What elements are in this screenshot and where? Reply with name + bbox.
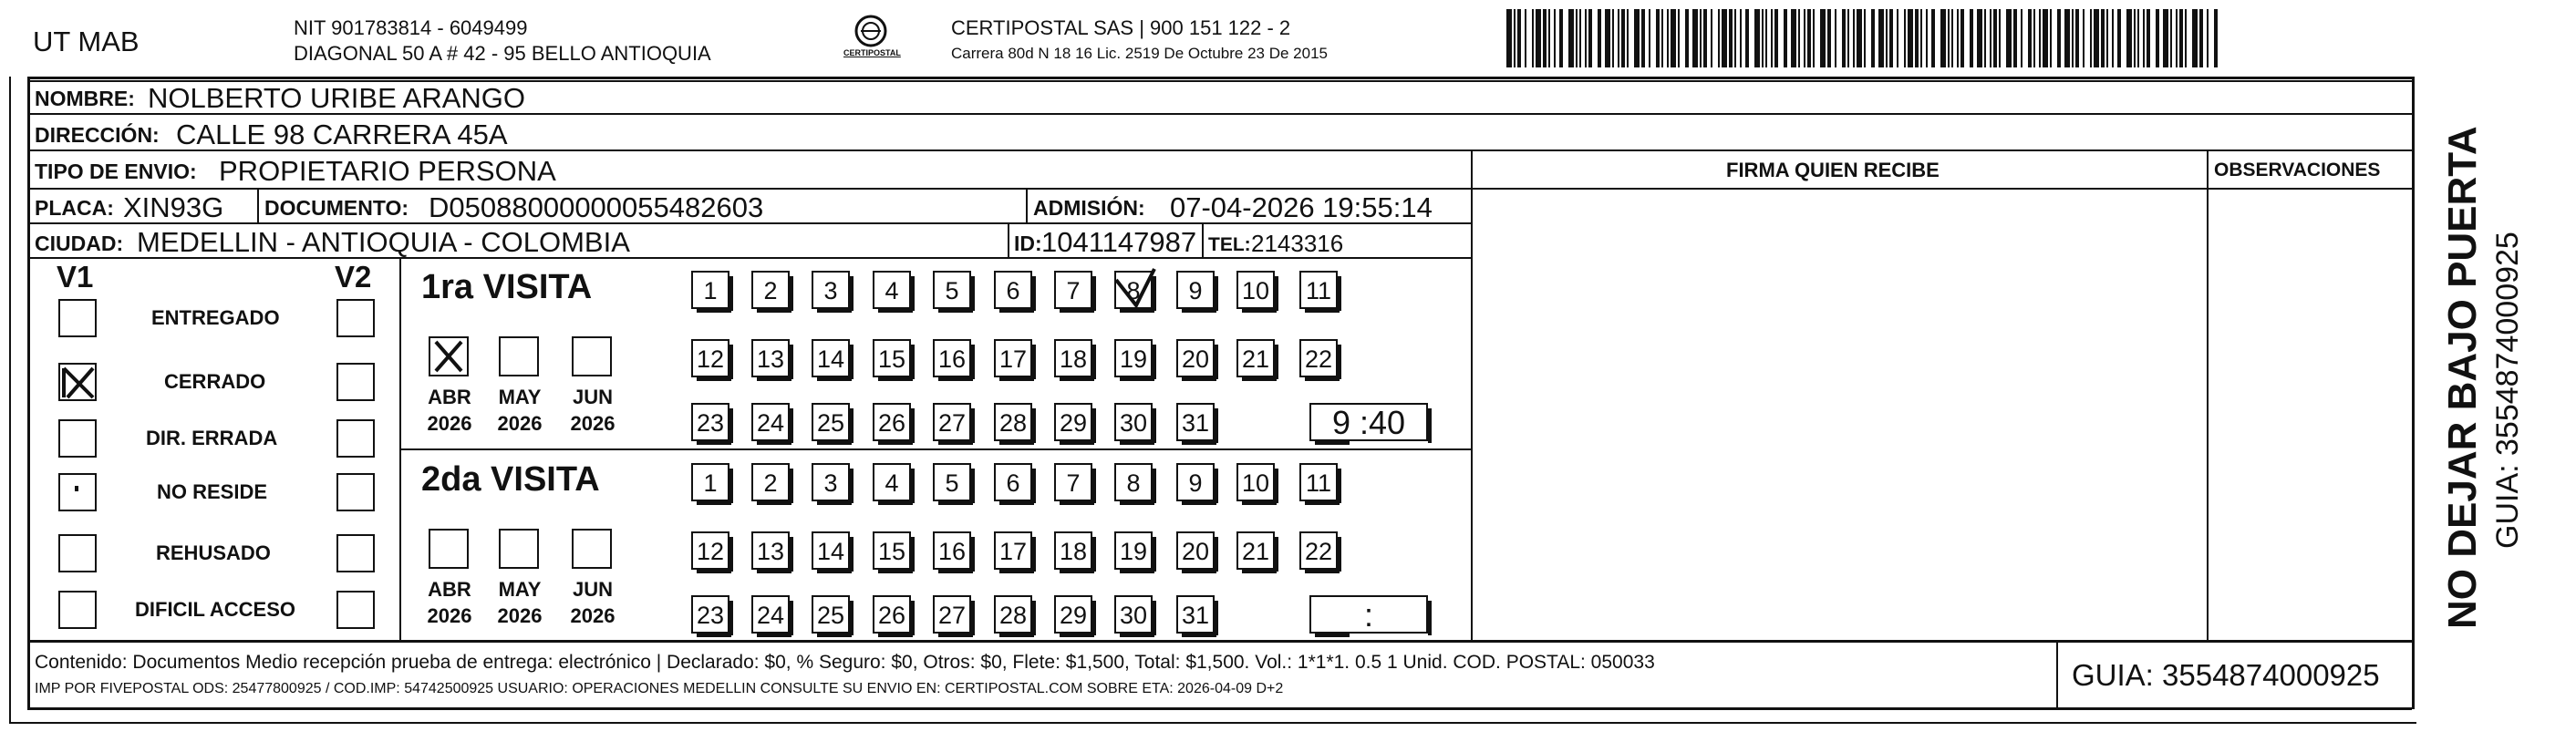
day-box[interactable]: 9 bbox=[1176, 463, 1215, 501]
barcode-bar bbox=[2050, 9, 2052, 67]
admision-label: ADMISIÓN: bbox=[1033, 196, 1145, 220]
placa-label: PLACA: bbox=[35, 196, 114, 220]
direccion-value: CALLE 98 CARRERA 45A bbox=[176, 119, 508, 150]
day-box[interactable]: 24 bbox=[751, 403, 790, 441]
barcode-bar bbox=[1568, 9, 1574, 67]
id-label: ID: bbox=[1014, 232, 1042, 255]
day-box[interactable]: 22 bbox=[1299, 531, 1338, 570]
barcode-bar bbox=[2013, 9, 2017, 67]
barcode-bar bbox=[1813, 9, 1815, 67]
time-box[interactable]: 9 :40 bbox=[1309, 403, 1428, 441]
barcode-bar bbox=[2137, 9, 2139, 67]
visit-title: 2da VISITA bbox=[421, 460, 600, 499]
barcode-bar bbox=[2006, 9, 2012, 67]
day-box[interactable]: 20 bbox=[1176, 339, 1215, 377]
day-box[interactable]: 2 bbox=[751, 463, 790, 501]
day-box[interactable]: 18 bbox=[1054, 531, 1092, 570]
barcode-bar bbox=[2083, 9, 2085, 67]
v1-checkbox[interactable] bbox=[58, 534, 97, 572]
v2-label: V2 bbox=[335, 260, 372, 294]
day-mark bbox=[1112, 265, 1158, 314]
barcode-bar bbox=[1729, 9, 1733, 67]
barcode-bar bbox=[1835, 9, 1836, 67]
month-year: 2026 bbox=[497, 604, 543, 627]
barcode-bar bbox=[1784, 9, 1787, 67]
row-line-3 bbox=[27, 188, 2412, 190]
day-box[interactable]: 29 bbox=[1054, 403, 1092, 441]
company-address: DIAGONAL 50 A # 42 - 95 BELLO ANTIOQUIA bbox=[294, 42, 711, 65]
month-year: 2026 bbox=[570, 604, 616, 627]
month-label: MAY bbox=[498, 386, 542, 408]
barcode-bar bbox=[1588, 9, 1592, 67]
barcode-bar bbox=[2143, 9, 2145, 67]
barcode-bar bbox=[1820, 9, 1826, 67]
barcode-bar bbox=[2094, 9, 2099, 67]
barcode-bar bbox=[2134, 9, 2136, 67]
barcode-bar bbox=[1605, 9, 1610, 67]
barcode-bar bbox=[1734, 9, 1736, 67]
observaciones-label: OBSERVACIONES bbox=[2214, 160, 2381, 180]
day-box[interactable]: 4 bbox=[873, 463, 911, 501]
day-box[interactable]: 18 bbox=[1054, 339, 1092, 377]
barcode-bar bbox=[1740, 9, 1742, 67]
v1-checkbox[interactable] bbox=[58, 473, 97, 511]
barcode-bar bbox=[2147, 9, 2150, 67]
barcode-bar bbox=[2043, 9, 2048, 67]
day-box[interactable]: 28 bbox=[994, 595, 1032, 634]
table-right bbox=[2412, 77, 2415, 709]
firma-label: FIRMA QUIEN RECIBE bbox=[1726, 159, 1940, 181]
barcode-bar bbox=[1576, 9, 1578, 67]
month-year: 2026 bbox=[427, 412, 472, 435]
barcode-bar bbox=[1948, 9, 1950, 67]
barcode-bar bbox=[1847, 9, 1849, 67]
day-box[interactable]: 31 bbox=[1176, 595, 1215, 634]
barcode-bar bbox=[1960, 9, 1964, 67]
month-year: 2026 bbox=[427, 604, 472, 627]
barcode-bar bbox=[1667, 9, 1669, 67]
barcode-bar bbox=[2192, 9, 2198, 67]
v2-checkbox[interactable] bbox=[336, 363, 375, 401]
barcode-bar bbox=[1559, 9, 1563, 67]
obs-left bbox=[2207, 149, 2209, 640]
month-checkbox[interactable] bbox=[429, 336, 469, 376]
barcode-bar bbox=[2199, 9, 2203, 67]
day-box[interactable]: 6 bbox=[994, 463, 1032, 501]
visit-row-sep bbox=[399, 448, 1471, 450]
footer-guia: GUIA: 3554874000925 bbox=[2072, 658, 2380, 692]
barcode-bar bbox=[1579, 9, 1581, 67]
barcode-bar bbox=[1762, 9, 1764, 67]
v1-checkbox[interactable] bbox=[58, 591, 97, 629]
barcode-bar bbox=[1871, 9, 1875, 67]
barcode-bar bbox=[1711, 9, 1712, 67]
barcode-bar bbox=[1842, 9, 1846, 67]
day-box[interactable]: 19 bbox=[1114, 339, 1153, 377]
month-checkbox[interactable] bbox=[572, 336, 612, 376]
day-box[interactable]: 21 bbox=[1236, 339, 1275, 377]
barcode-bar bbox=[2214, 9, 2218, 67]
day-box[interactable]: 2 bbox=[751, 271, 790, 309]
nombre-value: NOLBERTO URIBE ARANGO bbox=[148, 82, 526, 114]
company-name: UT MAB bbox=[33, 26, 140, 57]
documento-label: DOCUMENTO: bbox=[264, 196, 409, 220]
barcode-bar bbox=[2075, 9, 2079, 67]
day-box[interactable]: 29 bbox=[1054, 595, 1092, 634]
day-box[interactable]: 7 bbox=[1054, 463, 1092, 501]
barcode-bar bbox=[1678, 9, 1680, 67]
barcode-bar bbox=[1700, 9, 1702, 67]
barcode-bar bbox=[2033, 9, 2035, 67]
day-box[interactable]: 15 bbox=[873, 339, 911, 377]
barcode-bar bbox=[1618, 9, 1619, 67]
bottom-outer bbox=[9, 722, 2416, 724]
barcode-bar bbox=[2207, 9, 2209, 67]
barcode-bar bbox=[2090, 9, 2092, 67]
barcode-bar bbox=[1765, 9, 1767, 67]
barcode-bar bbox=[1634, 9, 1640, 67]
barcode-bar bbox=[2112, 9, 2114, 67]
barcode-bar bbox=[1649, 9, 1650, 67]
month-year: 2026 bbox=[570, 412, 616, 435]
day-box[interactable]: 9 bbox=[1176, 271, 1215, 309]
barcode-bar bbox=[1692, 9, 1698, 67]
documento-value: D05088000000055482603 bbox=[429, 191, 764, 223]
v2-checkbox[interactable] bbox=[336, 534, 375, 572]
month-label: JUN bbox=[572, 386, 613, 408]
barcode-bar bbox=[2064, 9, 2070, 67]
admision-sep bbox=[1026, 188, 1028, 222]
month-checkbox[interactable] bbox=[429, 529, 469, 569]
barcode-bar bbox=[1532, 9, 1534, 67]
ciudad-label: CIUDAD: bbox=[35, 232, 124, 255]
month-label: MAY bbox=[498, 578, 542, 601]
barcode-bar bbox=[1585, 9, 1587, 67]
barcode-bar bbox=[1671, 9, 1676, 67]
direccion-label: DIRECCIÓN: bbox=[35, 123, 160, 147]
id-sep bbox=[1008, 222, 1009, 257]
day-box[interactable]: 25 bbox=[812, 403, 850, 441]
barcode-bar bbox=[1878, 9, 1884, 67]
day-box[interactable]: 5 bbox=[933, 463, 971, 501]
barcode-bar bbox=[1957, 9, 1959, 67]
day-box[interactable]: 8 bbox=[1114, 271, 1153, 309]
barcode-bar bbox=[1661, 9, 1663, 67]
barcode-bar bbox=[1641, 9, 1645, 67]
barcode-bar bbox=[1977, 9, 1982, 67]
barcode-bar bbox=[1703, 9, 1707, 67]
barcode-bar bbox=[1627, 9, 1629, 67]
day-box[interactable]: 7 bbox=[1054, 271, 1092, 309]
barcode-bar bbox=[1857, 9, 1862, 67]
barcode-bar bbox=[1970, 9, 1973, 67]
day-box[interactable]: 24 bbox=[751, 595, 790, 634]
barcode-bar bbox=[1514, 9, 1516, 67]
footer-bottom bbox=[27, 707, 2412, 710]
barcode-bar bbox=[1771, 9, 1773, 67]
day-box[interactable]: 3 bbox=[812, 463, 850, 501]
visit-title: 1ra VISITA bbox=[421, 268, 593, 306]
day-box[interactable]: 12 bbox=[691, 339, 729, 377]
day-box[interactable]: 26 bbox=[873, 403, 911, 441]
day-box[interactable]: 17 bbox=[994, 531, 1032, 570]
barcode-bar bbox=[1548, 9, 1550, 67]
carrier-logo bbox=[839, 13, 903, 64]
barcode-bar bbox=[1621, 9, 1625, 67]
barcode-bar bbox=[1999, 9, 2001, 67]
footer-contenido: Contenido: Documentos Medio recepción prueba de entrega: electrónico | Declarado: $0, % Seguro: $0, Otros: $0, Flete: $1,500, Total: $1,500. Vol.: 1*1*1. 0.5 1 Unid. COD. POSTAL: 050033 bbox=[35, 652, 1655, 673]
day-box[interactable]: 25 bbox=[812, 595, 850, 634]
barcode-bar bbox=[2117, 9, 2121, 67]
barcode-bar bbox=[2072, 9, 2074, 67]
footer-guia-left bbox=[2056, 640, 2058, 707]
tipo-label: TIPO DE ENVIO: bbox=[35, 160, 197, 183]
month-label: ABR bbox=[428, 578, 471, 601]
tipo-value: PROPIETARIO PERSONA bbox=[219, 155, 556, 187]
v2-checkbox[interactable] bbox=[336, 473, 375, 511]
barcode-bar bbox=[2156, 9, 2159, 67]
barcode-bar bbox=[1722, 9, 1727, 67]
day-box[interactable]: 11 bbox=[1299, 463, 1338, 501]
barcode-bar bbox=[1827, 9, 1831, 67]
status-label: ENTREGADO bbox=[151, 306, 280, 329]
status-label: NO RESIDE bbox=[157, 480, 268, 503]
day-box[interactable]: 16 bbox=[933, 339, 971, 377]
barcode-bar bbox=[1804, 9, 1805, 67]
barcode-bar bbox=[2039, 9, 2041, 67]
left-margin-line bbox=[9, 77, 11, 724]
day-box[interactable]: 14 bbox=[812, 339, 850, 377]
side-warning: NO DEJAR BAJO PUERTA bbox=[2440, 126, 2485, 629]
v2-checkbox[interactable] bbox=[336, 419, 375, 458]
barcode-bar bbox=[1864, 9, 1866, 67]
day-box[interactable]: 31 bbox=[1176, 403, 1215, 441]
month-label: ABR bbox=[428, 386, 471, 408]
day-box[interactable]: 27 bbox=[933, 403, 971, 441]
barcode-bar bbox=[1940, 9, 1946, 67]
barcode-bar bbox=[1543, 9, 1547, 67]
month-checkbox[interactable] bbox=[499, 336, 539, 376]
barcode-bar bbox=[1525, 9, 1526, 67]
barcode-bar bbox=[1774, 9, 1778, 67]
day-box[interactable]: 28 bbox=[994, 403, 1032, 441]
month-year: 2026 bbox=[497, 412, 543, 435]
barcode-bar bbox=[1554, 9, 1556, 67]
barcode-bar bbox=[1920, 9, 1922, 67]
barcode-bar bbox=[1990, 9, 1991, 67]
day-box[interactable]: 19 bbox=[1114, 531, 1153, 570]
v1-checkbox[interactable] bbox=[58, 299, 97, 337]
status-label: DIFICIL ACCESO bbox=[135, 598, 296, 621]
barcode-bar bbox=[2185, 9, 2187, 67]
day-box[interactable]: 1 bbox=[691, 463, 729, 501]
month-checkbox[interactable] bbox=[499, 529, 539, 569]
barcode-bar bbox=[1993, 9, 1997, 67]
day-box[interactable]: 21 bbox=[1236, 531, 1275, 570]
barcode-bar bbox=[2106, 9, 2108, 67]
month-checkbox[interactable] bbox=[572, 529, 612, 569]
barcode-bar bbox=[1791, 9, 1796, 67]
carrier-logo-text: CERTIPOSTAL bbox=[843, 48, 901, 57]
barcode-bar bbox=[1889, 9, 1893, 67]
barcode-bar bbox=[1517, 9, 1521, 67]
barcode-bar bbox=[1536, 9, 1541, 67]
barcode-bar bbox=[1908, 9, 1913, 67]
v2-checkbox[interactable] bbox=[336, 299, 375, 337]
day-box[interactable]: 15 bbox=[873, 531, 911, 570]
barcode-bar bbox=[1598, 9, 1601, 67]
barcode-bar bbox=[2057, 9, 2061, 67]
barcode-bar bbox=[1853, 9, 1855, 67]
side-guia: GUIA: 3554874000925 bbox=[2490, 232, 2525, 549]
barcode-bar bbox=[1904, 9, 1906, 67]
status-label: CERRADO bbox=[164, 370, 266, 393]
id-value: 1041147987 bbox=[1041, 226, 1197, 258]
barcode-bar bbox=[2028, 9, 2032, 67]
barcode-bar bbox=[1754, 9, 1760, 67]
day-box[interactable]: 16 bbox=[933, 531, 971, 570]
v1-checkbox[interactable] bbox=[58, 363, 97, 401]
barcode-bar bbox=[1612, 9, 1614, 67]
day-box[interactable]: 26 bbox=[873, 595, 911, 634]
footer-imp: IMP POR FIVEPOSTAL ODS: 25477800925 / COD.IMP: 54742500925 USUARIO: OPERACIONES MEDELLIN CONSULTE SU ENVIO EN: CERTIPOSTAL.COM SOBRE ETA: 2026-04-09 D+2 bbox=[35, 681, 1284, 696]
tel-sep bbox=[1202, 222, 1204, 257]
time-box[interactable]: : bbox=[1309, 595, 1428, 634]
barcode-bar bbox=[2170, 9, 2172, 67]
firma-left bbox=[1471, 149, 1473, 640]
month-label: JUN bbox=[572, 578, 613, 601]
admision-value: 07-04-2026 19:55:14 bbox=[1170, 191, 1433, 223]
barcode-bar bbox=[2176, 9, 2178, 67]
day-box[interactable]: 3 bbox=[812, 271, 850, 309]
barcode-bar bbox=[1656, 9, 1660, 67]
day-box[interactable]: 10 bbox=[1236, 271, 1275, 309]
barcode-bar bbox=[1926, 9, 1928, 67]
day-box[interactable]: 12 bbox=[691, 531, 729, 570]
barcode-bar bbox=[1745, 9, 1749, 67]
v1-checkbox[interactable] bbox=[58, 419, 97, 458]
barcode-bar bbox=[1984, 9, 1986, 67]
ciudad-value: MEDELLIN - ANTIOQUIA - COLOMBIA bbox=[137, 226, 630, 258]
day-box[interactable]: 4 bbox=[873, 271, 911, 309]
day-box[interactable]: 11 bbox=[1299, 271, 1338, 309]
barcode bbox=[1506, 9, 2236, 67]
table-top bbox=[27, 77, 2412, 79]
placa-sep bbox=[257, 188, 259, 222]
day-box[interactable]: 30 bbox=[1114, 403, 1153, 441]
nombre-label: NOMBRE: bbox=[35, 87, 135, 110]
barcode-bar bbox=[1798, 9, 1800, 67]
side-text bbox=[2421, 82, 2567, 638]
day-box[interactable]: 30 bbox=[1114, 595, 1153, 634]
barcode-bar bbox=[2163, 9, 2168, 67]
day-box[interactable]: 17 bbox=[994, 339, 1032, 377]
day-box[interactable]: 13 bbox=[751, 531, 790, 570]
barcode-bar bbox=[2126, 9, 2132, 67]
company-nit: NIT 901783814 - 6049499 bbox=[294, 16, 528, 39]
day-box[interactable]: 14 bbox=[812, 531, 850, 570]
day-box[interactable]: 23 bbox=[691, 595, 729, 634]
carrier-name: CERTIPOSTAL SAS | 900 151 122 - 2 bbox=[951, 16, 1291, 39]
tel-value: 2143316 bbox=[1251, 230, 1344, 257]
barcode-bar bbox=[1951, 9, 1953, 67]
day-box[interactable]: 27 bbox=[933, 595, 971, 634]
barcode-bar bbox=[1897, 9, 1898, 67]
table-left bbox=[27, 77, 30, 709]
status-label: REHUSADO bbox=[156, 541, 271, 564]
barcode-bar bbox=[1886, 9, 1888, 67]
carrier-address: Carrera 80d N 18 16 Lic. 2519 De Octubre 23 De 2015 bbox=[951, 45, 1328, 62]
tel-label: TEL: bbox=[1208, 234, 1251, 255]
barcode-bar bbox=[2101, 9, 2105, 67]
day-box[interactable]: 23 bbox=[691, 403, 729, 441]
status-label: DIR. ERRADA bbox=[146, 427, 278, 449]
barcode-bar bbox=[1931, 9, 1935, 67]
barcode-bar bbox=[2179, 9, 2183, 67]
barcode-bar bbox=[1718, 9, 1720, 67]
day-box[interactable]: 10 bbox=[1236, 463, 1275, 501]
day-box[interactable]: 1 bbox=[691, 271, 729, 309]
barcode-bar bbox=[1506, 9, 1512, 67]
day-box[interactable]: 22 bbox=[1299, 339, 1338, 377]
day-box[interactable]: 5 bbox=[933, 271, 971, 309]
barcode-bar bbox=[1915, 9, 1919, 67]
footer-top bbox=[27, 640, 2412, 643]
barcode-bar bbox=[1685, 9, 1689, 67]
day-box[interactable]: 6 bbox=[994, 271, 1032, 309]
placa-value: XIN93G bbox=[123, 191, 224, 223]
day-box[interactable]: 13 bbox=[751, 339, 790, 377]
barcode-bar bbox=[1807, 9, 1811, 67]
day-box[interactable]: 20 bbox=[1176, 531, 1215, 570]
day-box[interactable]: 8 bbox=[1114, 463, 1153, 501]
v2-checkbox[interactable] bbox=[336, 591, 375, 629]
v1-label: V1 bbox=[57, 260, 94, 294]
barcode-bar bbox=[2021, 9, 2023, 67]
